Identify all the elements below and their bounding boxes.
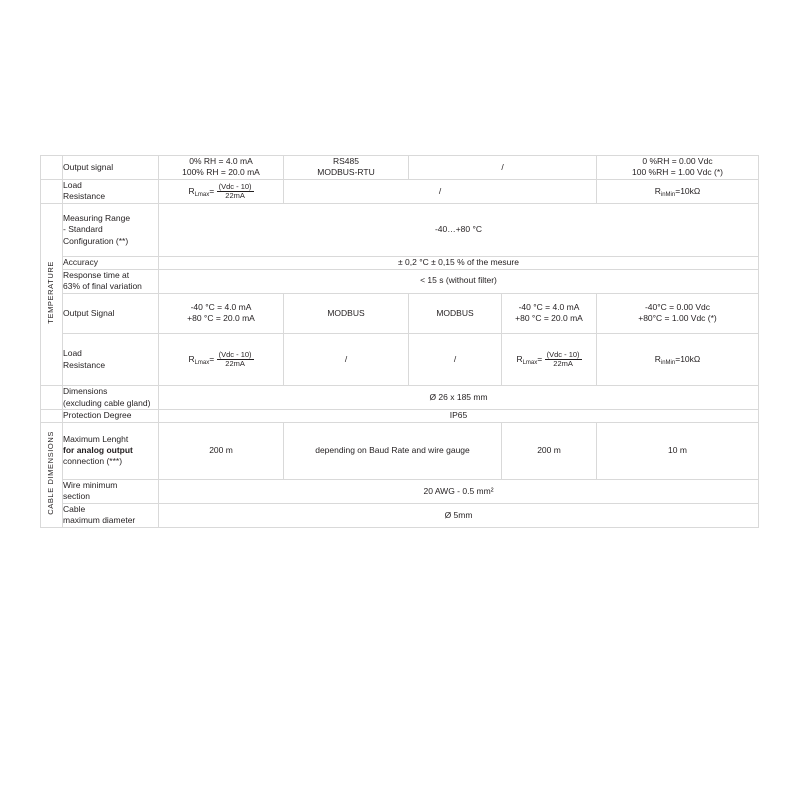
category-temperature xyxy=(41,203,63,385)
cell-load-resistance-rh-formula xyxy=(159,179,284,203)
cell-output-signal-temp-modbus-1: MODBUS xyxy=(284,293,409,333)
table-row xyxy=(41,156,759,180)
row-label-line: Resistance xyxy=(63,359,106,370)
row-label-protection-degree: Protection Degree xyxy=(63,410,159,422)
specification-sheet xyxy=(40,155,758,528)
cell-load-resistance-rh-input xyxy=(597,179,759,203)
cell-line: MODBUS-RTU xyxy=(317,167,375,178)
cell-line: 100 %RH = 1.00 Vdc (*) xyxy=(632,167,723,178)
table-row xyxy=(41,422,759,479)
cell-measuring-range-value: -40…+80 °C xyxy=(159,203,759,256)
cell-line: -40 °C = 4.0 mA xyxy=(190,301,252,312)
row-label-line: Load xyxy=(63,179,82,190)
table-row xyxy=(41,503,759,527)
fraction xyxy=(545,351,582,369)
cell-line: -40°C = 0.00 Vdc xyxy=(644,301,711,312)
cell-line: 0 %RH = 0.00 Vdc xyxy=(642,156,713,166)
cell-line: 100% RH = 20.0 mA xyxy=(182,167,260,178)
table-row xyxy=(41,334,759,386)
cell-output-signal-rh-none: / xyxy=(409,156,597,180)
category-spacer xyxy=(41,410,63,422)
row-label-line: Response time at xyxy=(63,269,130,280)
cell-line: RS485 xyxy=(333,156,359,166)
cell-line: +80 °C = 20.0 mA xyxy=(187,313,255,324)
row-label-line: (excluding cable gland) xyxy=(63,397,151,408)
row-label-line: Cable xyxy=(63,503,86,514)
cell-output-signal-temp-modbus-2: MODBUS xyxy=(409,293,502,333)
fraction-numerator: (Vdc - 10) xyxy=(546,349,580,359)
cell-line: -40 °C = 4.0 mA xyxy=(518,301,580,312)
row-label-line: section xyxy=(63,491,90,502)
row-label-load-resistance-rh xyxy=(63,179,159,203)
row-label-output-signal-rh: Output signal xyxy=(63,156,159,180)
fraction-denominator: 22mA xyxy=(225,359,245,369)
cell-load-resistance-temp-none-2: / xyxy=(409,334,502,386)
cell-accuracy-value: ± 0,2 °C ± 0,15 % of the mesure xyxy=(159,257,759,269)
category-cable-dimensions-label: CABLE DIMENSIONS xyxy=(46,431,56,515)
row-label-load-resistance-temp xyxy=(63,334,159,386)
cell-protection-degree-value: IP65 xyxy=(159,410,759,422)
row-label-cable-maximum-diameter xyxy=(63,503,159,527)
table-row xyxy=(41,479,759,503)
row-label-line: 63% of final variation xyxy=(63,281,142,292)
category-spacer xyxy=(41,156,63,180)
table-row xyxy=(41,179,759,203)
fraction-denominator: 22mA xyxy=(553,359,573,369)
cell-response-time-value: < 15 s (without filter) xyxy=(159,269,759,293)
row-label-output-signal-temp: Output Signal xyxy=(63,293,159,333)
row-label-line: Load xyxy=(63,348,82,359)
fraction-numerator: (Vdc - 10) xyxy=(218,181,252,191)
cell-cable-maximum-diameter-value: Ø 5mm xyxy=(159,503,759,527)
table-row xyxy=(41,410,759,422)
row-label-line: Dimensions xyxy=(63,386,108,397)
row-label-line: - Standard xyxy=(63,224,103,235)
table-row xyxy=(41,269,759,293)
cell-maximum-lenght-modbus: depending on Baud Rate and wire gauge xyxy=(284,422,502,479)
row-label-line: connection (***) xyxy=(63,456,123,467)
cell-output-signal-rh-modbus xyxy=(284,156,409,180)
category-spacer xyxy=(41,386,63,410)
cell-output-signal-temp-analog xyxy=(159,293,284,333)
row-label-line: Configuration (**) xyxy=(63,235,129,246)
cell-load-resistance-temp-formula-2 xyxy=(502,334,597,386)
cell-load-resistance-temp-none-1: / xyxy=(284,334,409,386)
row-label-maximum-lenght xyxy=(63,422,159,479)
cell-line: +80 °C = 20.0 mA xyxy=(515,313,583,324)
fraction xyxy=(217,183,254,201)
category-spacer xyxy=(41,179,63,203)
cell-maximum-lenght-voltage: 10 m xyxy=(597,422,759,479)
category-temperature-label: TEMPERATURE xyxy=(46,261,56,325)
row-label-line: Resistance xyxy=(63,191,106,202)
table-row xyxy=(41,257,759,269)
row-label-measuring-range xyxy=(63,203,159,256)
specification-table xyxy=(40,155,759,528)
fraction-numerator: (Vdc - 10) xyxy=(218,349,252,359)
resistance-symbol: $R_{inMin}=10k\Omega$ xyxy=(654,185,701,198)
resistance-symbol: $R_{Lmax}=$ xyxy=(188,185,215,198)
row-label-dimensions xyxy=(63,386,159,410)
cell-line: +80°C = 1.00 Vdc (*) xyxy=(638,313,717,324)
cell-output-signal-temp-voltage xyxy=(597,293,759,333)
cell-line: 0% RH = 4.0 mA xyxy=(189,156,253,166)
fraction xyxy=(217,351,254,369)
row-label-line: maximum diameter xyxy=(63,515,136,526)
cell-load-resistance-rh-none: / xyxy=(284,179,597,203)
cell-output-signal-temp-analog-2 xyxy=(502,293,597,333)
resistance-symbol: $R_{inMin}=10k\Omega$ xyxy=(654,353,701,366)
category-cable-dimensions xyxy=(41,422,63,527)
cell-maximum-lenght-analog-2: 200 m xyxy=(502,422,597,479)
cell-dimensions-value: Ø 26 x 185 mm xyxy=(159,386,759,410)
row-label-wire-minimum-section xyxy=(63,479,159,503)
row-label-line: Measuring Range xyxy=(63,212,131,223)
cell-output-signal-rh-analog xyxy=(159,156,284,180)
cell-wire-minimum-section-value: 20 AWG - 0.5 mm² xyxy=(159,479,759,503)
cell-output-signal-rh-voltage xyxy=(597,156,759,180)
row-label-response-time xyxy=(63,269,159,293)
resistance-symbol: $R_{Lmax}=$ xyxy=(188,353,215,366)
cell-load-resistance-temp-input xyxy=(597,334,759,386)
cell-load-resistance-temp-formula-1 xyxy=(159,334,284,386)
table-row xyxy=(41,203,759,256)
resistance-symbol: $R_{Lmax}=$ xyxy=(516,353,543,366)
row-label-line: Wire minimum xyxy=(63,479,118,490)
row-label-line: for analog output xyxy=(63,444,133,455)
cell-maximum-lenght-analog: 200 m xyxy=(159,422,284,479)
fraction-denominator: 22mA xyxy=(225,190,245,200)
row-label-accuracy: Accuracy xyxy=(63,257,159,269)
table-row xyxy=(41,293,759,333)
table-row xyxy=(41,386,759,410)
row-label-line: Maximum Lenght xyxy=(63,433,129,444)
